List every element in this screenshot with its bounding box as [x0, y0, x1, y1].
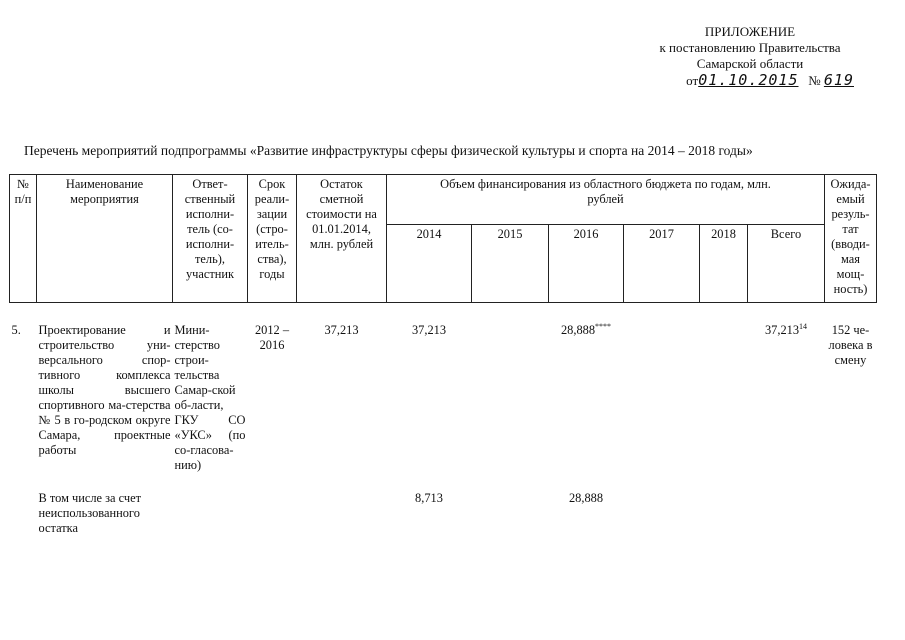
row-total-value: 37,213	[764, 323, 800, 337]
header-year-2016: 2016	[549, 225, 624, 303]
appendix-line-2: Самарской области	[696, 56, 804, 71]
row-2016-value: 28,888	[560, 323, 596, 337]
row-term: 2012 – 2016	[254, 323, 290, 352]
table-row	[10, 475, 877, 538]
row-2017	[624, 303, 700, 476]
row-2018	[700, 303, 748, 476]
header-total: Всего	[748, 225, 825, 303]
row-result: 152 че-ловека в смену	[828, 323, 873, 367]
header-year-2017: 2017	[624, 225, 700, 303]
row2-name: В том числе за счет неиспользованного остатка	[38, 491, 142, 535]
header-term: Срок реали-зации (стро-итель-ства), годы	[248, 175, 297, 303]
document-title: Перечень мероприятий подпрограммы «Развитие инфраструктуры сферы физической культуры и спорта на 2014 – 2018 годы»	[24, 143, 753, 158]
row-2014: 37,213	[411, 323, 447, 337]
number-prefix: №	[808, 73, 821, 88]
row-2015	[472, 303, 549, 476]
row-total-footnote: 14	[799, 321, 808, 331]
header-name: Наименование мероприятия	[37, 175, 173, 303]
handwritten-number: 619	[823, 71, 854, 89]
measures-table	[9, 174, 877, 538]
appendix-date-line	[600, 72, 900, 89]
header-result: Ожида-емый резуль-тат (вводи-мая мощ-ность)	[825, 175, 877, 303]
row-executor: Мини-стерство строи-тельства Самар-ской об-ласти, ГКУ СО «УКС» (по со-гласова-нию)	[174, 323, 246, 472]
row-num: 5.	[11, 323, 21, 337]
handwritten-date: 01.10.2015	[698, 71, 799, 89]
row-2016-footnote: ****	[595, 321, 612, 331]
appendix-header	[600, 24, 900, 89]
row2-2016: 28,888	[568, 491, 604, 505]
appendix-line-1: к постановлению Правительства	[659, 40, 841, 55]
row-total	[748, 303, 825, 476]
header-num: № п/п	[10, 175, 37, 303]
row-2016	[549, 303, 624, 476]
header-executor: Ответ-ственный исполни-тель (со-исполни-тель), участник	[173, 175, 248, 303]
date-prefix: от	[686, 73, 699, 88]
header-remainder: Остаток сметной стоимости на 01.01.2014, млн. рублей	[297, 175, 387, 303]
row2-2014: 8,713	[415, 491, 443, 505]
appendix-heading: ПРИЛОЖЕНИЕ	[704, 24, 796, 39]
header-year-2014: 2014	[387, 225, 472, 303]
header-funding: Объем финансирования из областного бюджета по годам, млн. рублей	[387, 175, 825, 225]
row-remainder: 37,213	[324, 323, 359, 337]
header-year-2018: 2018	[700, 225, 748, 303]
table-row	[10, 303, 877, 476]
row-name: Проектирование и строительство уни-версального спор-тивного комплекса школы высшего спортивного ма-стерства № 5 в го-родском округе Самара, проектные работы	[38, 323, 171, 457]
header-year-2015: 2015	[472, 225, 549, 303]
